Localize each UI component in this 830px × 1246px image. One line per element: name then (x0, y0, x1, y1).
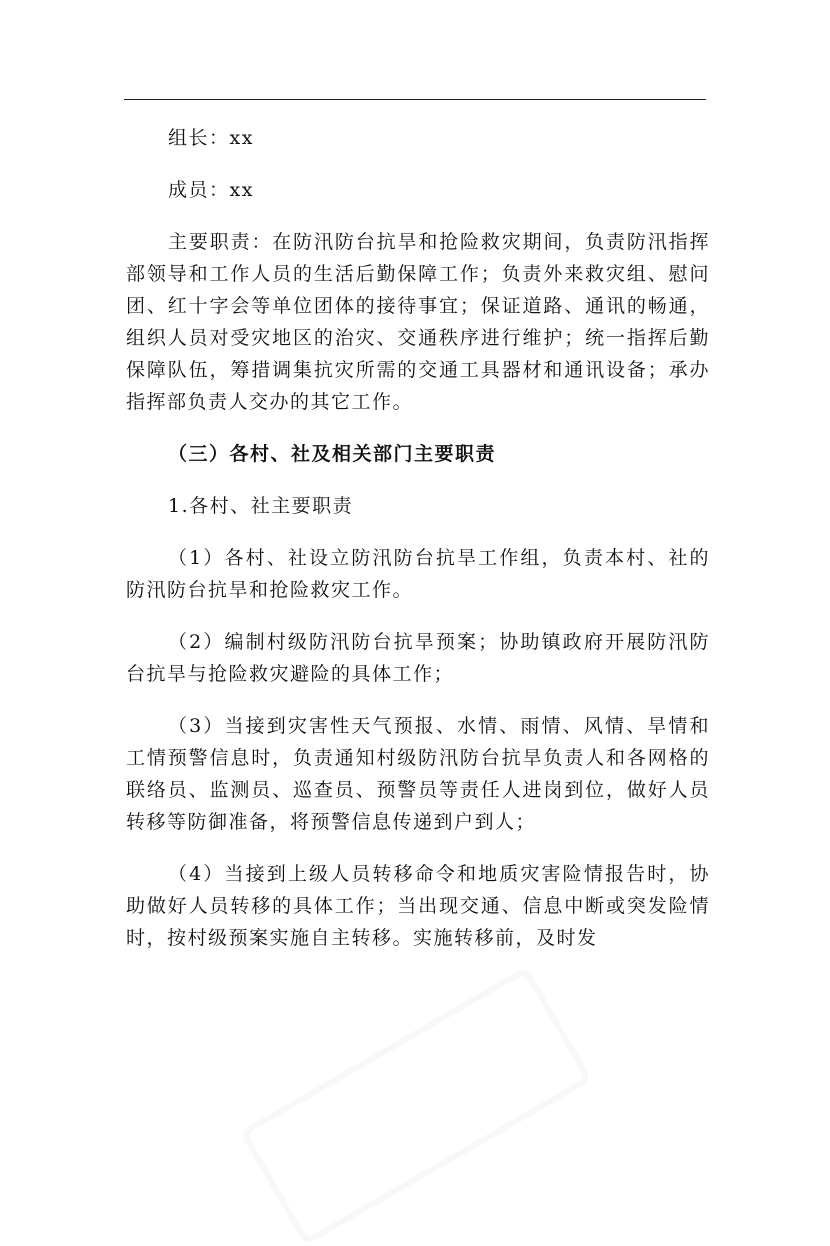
main-duties-paragraph: 主要职责：在防汛防台抗旱和抢险救灾期间，负责防汛指挥部领导和工作人员的生活后勤保障工作；负责外来救灾组、慰问团、红十字会等单位团体的接待事宜；保证道路、通讯的畅通，组织人员对受灾地区的治灾、交通秩序进行维护；统一指挥后勤保障队伍，筹措调集抗灾所需的交通工具器材和通讯设备；承办指挥部负责人交办的其它工作。 (126, 231, 710, 413)
section-heading: （三）各村、社及相关部门主要职责 (168, 443, 497, 465)
duty-item-1: （1）各村、社设立防汛防台抗旱工作组，负责本村、社的防汛防台抗旱和抢险救灾工作。 (126, 547, 710, 601)
duty-item-3: （3）当接到灾害性天气预报、水情、雨情、风情、旱情和工情预警信息时，负责通知村级防汛防台抗旱负责人和各网格的联络员、监测员、巡查员、预警员等责任人进岗到位，做好人员转移等防御准备，将预警信息传递到户到人； (126, 715, 710, 833)
team-members-line: 成员：xx (168, 179, 254, 201)
team-leader-line: 组长：xx (168, 127, 254, 149)
header-rule (124, 99, 706, 100)
subsection-heading: 1.各村、社主要职责 (168, 495, 354, 517)
duty-item-4: （4）当接到上级人员转移命令和地质灾害险情报告时，协助做好人员转移的具体工作；当出现交通、信息中断或突发险情时，按村级预案实施自主转移。实施转移前，及时发 (126, 863, 710, 949)
watermark (239, 966, 593, 1246)
document-body (126, 122, 710, 974)
duty-item-2: （2）编制村级防汛防台抗旱预案；协助镇政府开展防汛防台抗旱与抢险救灾避险的具体工作； (126, 631, 710, 685)
